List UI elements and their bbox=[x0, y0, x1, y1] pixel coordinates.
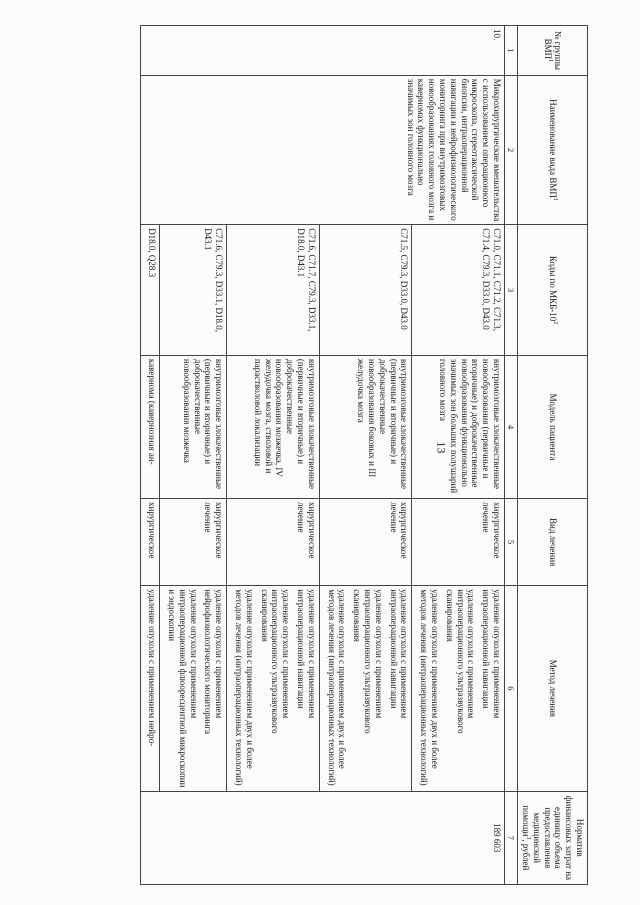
treatment-type: хирургическое лечение bbox=[412, 499, 505, 586]
column-number: 4 bbox=[505, 355, 518, 498]
method-item: удаление опухоли с применением интраоперационного ультразвукового сканирования bbox=[444, 589, 477, 734]
table-row bbox=[412, 26, 505, 885]
method-item: удаление опухоли с применением интраоперационной навигации bbox=[296, 589, 317, 719]
group-name: Микрохирургические вмешательства с использованием операционного микроскопа, стереотаксической биопсии, интраоперационной навигации и нейрофизиологического мониторинга при внутримозговых новообразованиях головного мозга и каверномах функционально значимых зон головного мозга bbox=[140, 75, 505, 224]
header-vmp-name: Наименование вида ВМП$^1$ bbox=[518, 75, 588, 224]
column-number: 5 bbox=[505, 499, 518, 586]
treatment-methods bbox=[412, 586, 505, 791]
patient-model: внутримозговые злокачественные (первичные и вторичные) и доброкачественные новообразования мозжечка bbox=[160, 355, 227, 498]
method-item: удаление опухоли с применением двух и более методов лечения (интраоперационных технологий) bbox=[326, 589, 348, 786]
cost-norm: 189 603 bbox=[140, 791, 505, 884]
treatment-type: хирургическое лечение bbox=[227, 499, 320, 586]
header-treatment-type: Вид лечения bbox=[518, 499, 588, 586]
header-row bbox=[518, 26, 588, 885]
page-number: 13 bbox=[434, 441, 449, 454]
method-item: удаление опухоли с применением интраоперационной флюоресцентной микроскопии и эндоскопии bbox=[167, 589, 199, 788]
method-item: удаление опухоли с применением двух и более методов лечения (интраоперационных технологий) bbox=[419, 589, 441, 786]
header-group-number: № группы ВМП$^1$ bbox=[518, 26, 588, 76]
treatment-methods bbox=[319, 586, 412, 791]
icd-codes: C71.6, C71.7, C79.3, D33.1, D18.0, D43.1 bbox=[227, 225, 320, 356]
group-number: 10. bbox=[140, 26, 505, 76]
icd-codes: D18.0, Q28.3 bbox=[140, 225, 160, 356]
method-item: удаление опухоли с применением двух и более методов лечения (интраоперационных технологий) bbox=[234, 589, 255, 786]
vmp-table bbox=[140, 25, 588, 885]
header-icd-codes: Коды по МКБ-$10^2$ bbox=[518, 225, 588, 356]
treatment-type: хирургическое лечение bbox=[319, 499, 412, 586]
column-number: 6 bbox=[505, 586, 518, 791]
column-number: 2 bbox=[505, 75, 518, 224]
method-item: удаление опухоли с применением нейро- bbox=[147, 589, 158, 747]
icd-codes: C71.5, C79.3, D33.0, D43.0 bbox=[319, 225, 412, 356]
treatment-methods bbox=[160, 586, 227, 791]
patient-model: внутримозговые злокачественные (первичные и вторичные) и доброкачественные новообразования мозжечка, IV желудочка мозга, стволовой и парастволовой локализации bbox=[227, 355, 320, 498]
treatment-methods bbox=[227, 586, 320, 791]
method-item: удаление опухоли с применением интраоперационной навигации bbox=[388, 589, 410, 719]
patient-model: внутримозговые злокачественные новообразования (первичные и вторичные) и доброкачественные новообразования функционально значимых зон больших полушарий головного мозга bbox=[412, 355, 505, 498]
treatment-methods bbox=[140, 586, 160, 791]
method-item: удаление опухоли с применением интраоперационной навигации bbox=[481, 589, 503, 719]
patient-model: кавернома (кавернозная ан- bbox=[140, 355, 160, 498]
column-number-row bbox=[505, 26, 518, 885]
header-cost-norm: Норматив финансовых затрат на единицу объема предоставления медицинской помощи$^3$, рублей bbox=[518, 791, 588, 884]
column-number: 7 bbox=[505, 791, 518, 884]
header-patient-model: Модель пациента bbox=[518, 355, 588, 498]
rotated-table-container bbox=[48, 25, 588, 885]
treatment-type: хирургическое bbox=[140, 499, 160, 586]
method-item: удаление опухоли с применением нейрофизиологического мониторинга bbox=[203, 589, 225, 735]
icd-codes: C71.6, C79.3, D33.1, D18.0, D43.1 bbox=[160, 225, 227, 356]
method-item: удаление опухоли с применением интраоперационного ультразвукового сканирования bbox=[352, 589, 384, 734]
patient-model: внутримозговые злокачественные (первичные и вторичные) и доброкачественные новообразования боковых и III желудочка мозга bbox=[319, 355, 412, 498]
column-number: 3 bbox=[505, 225, 518, 356]
header-treatment-method: Метод лечения bbox=[518, 586, 588, 791]
column-number: 1 bbox=[505, 26, 518, 76]
icd-codes: C71.0, C71.1, C71.2, C71.3, C71.4, C79.3, D33.0, D43.0 bbox=[412, 225, 505, 356]
method-item: удаление опухоли с применением интраоперационного ультразвукового сканирования bbox=[259, 589, 292, 734]
treatment-type: хирургическое лечение bbox=[160, 499, 227, 586]
